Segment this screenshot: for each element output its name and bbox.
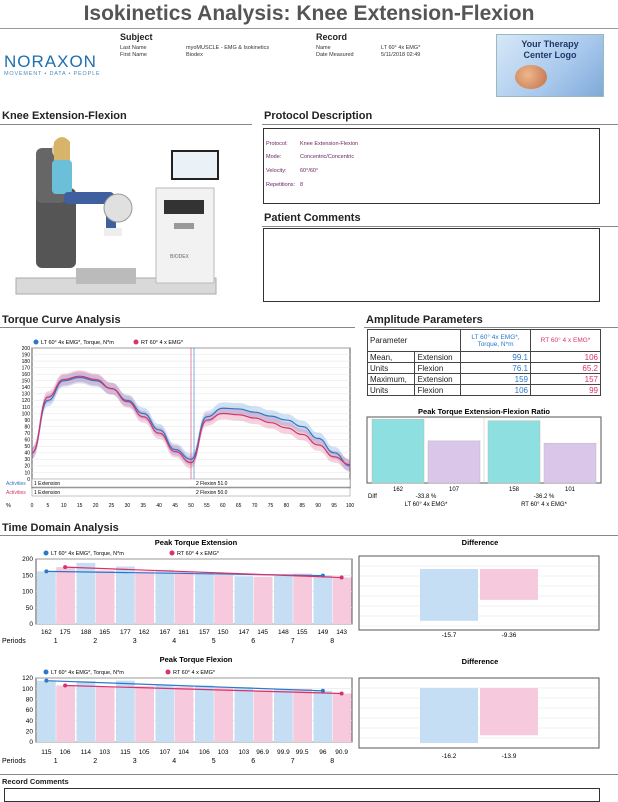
rt-trend-line-end [340, 692, 344, 696]
torque-x-tick: 20 [92, 503, 99, 509]
rt-bar [56, 567, 75, 624]
bar-value-label: 161 [178, 629, 190, 636]
protocol-box [263, 128, 600, 204]
noraxon-logo: NORAXON [4, 52, 97, 71]
protocol-section-rule [262, 124, 618, 125]
peak-y-tick: 100 [22, 685, 33, 693]
mode-label: Mode: [266, 154, 282, 160]
ratio-bar [428, 441, 480, 483]
last-name-label: Last Name [120, 45, 147, 51]
bar-value-label: 96 [319, 749, 327, 756]
period-label: 6 [251, 638, 256, 645]
lt-difference-bar [420, 688, 478, 743]
flex-difference-title: Difference [461, 657, 499, 666]
peak-flexion-chart [0, 654, 356, 774]
bar-value-label: 188 [80, 629, 92, 636]
legend-rt-label: RT 60° 4 x EMG* [141, 340, 184, 346]
flex-periods-label: Periods [2, 758, 26, 765]
torque-y-tick: 90 [24, 417, 30, 424]
lt-bar [235, 576, 254, 624]
bar-value-label: 99.9 [277, 749, 290, 756]
record-name-value: LT 60° 4x EMG* [381, 45, 421, 51]
bar-value-label: 99.5 [295, 749, 309, 756]
bar-value-label: 103 [99, 749, 111, 756]
patient-comments-box[interactable] [263, 228, 600, 302]
rt-difference-label: -13.9 [501, 753, 517, 760]
lt-bar [116, 681, 135, 742]
bar-value-label: 115 [120, 749, 131, 756]
repetitions-label: Repetitions: [266, 182, 296, 188]
velocity-value: 60°/60° [300, 168, 319, 174]
peak-extension-title: Peak Torque Extension [154, 538, 238, 547]
therapy-center-logo [496, 34, 604, 97]
bar-value-label: 167 [159, 629, 171, 636]
lt-bar [77, 681, 96, 742]
period-label: 5 [211, 758, 216, 765]
bar-value-label: 150 [217, 629, 229, 636]
lt-flexion-activity: 2 Flexion 51.0 [196, 481, 228, 487]
flex-legend-lt-dot [44, 670, 49, 675]
time-domain-section-title: Time Domain Analysis [2, 522, 119, 534]
lt-difference-label: -15.7 [441, 632, 457, 639]
lt-value: 106 [461, 385, 531, 396]
legend-rt-dot [134, 340, 139, 345]
rt-bar [333, 694, 352, 742]
velocity-label: Velocity: [266, 168, 287, 174]
rt-diff-value: -36.2 % [533, 494, 555, 500]
bar-value-label: 103 [217, 749, 229, 756]
flexion-difference-chart [358, 654, 602, 774]
lt-value: 99.1 [461, 352, 531, 363]
ratio-bar [544, 443, 596, 483]
period-label: 1 [53, 638, 58, 645]
period-label: 8 [330, 638, 335, 645]
legend-lt-label: LT 60° 4x EMG*, Torque, N*m [41, 340, 114, 346]
first-name-label: First Name [120, 52, 147, 58]
rt-bar [175, 572, 194, 624]
torque-x-tick: 55 [204, 503, 210, 509]
report-title: Isokinetics Analysis: Knee Extension-Flexion [83, 2, 535, 25]
period-label: 7 [290, 638, 295, 645]
torque-y-tick: 180 [21, 358, 30, 365]
first-name-value: Biodex [186, 52, 203, 58]
bar-value-label: 96.9 [256, 749, 269, 756]
flex-legend-rt: RT 60° 4 x EMG* [173, 670, 216, 676]
rt-flexion-activity: 2 Flexion 50.0 [196, 490, 228, 496]
rt-extension-activity: 1 Extension [34, 490, 61, 496]
ext-legend-rt-dot [170, 551, 175, 556]
period-label: 3 [132, 638, 137, 645]
lt-bar [195, 573, 214, 624]
torque-curve-chart [4, 336, 356, 514]
rt-group-label: RT 60° 4 x EMG* [521, 502, 567, 508]
torque-y-tick: 150 [21, 378, 30, 385]
period-label: 2 [93, 638, 98, 645]
torque-x-tick: 40 [156, 503, 162, 509]
torque-y-tick: 0 [27, 476, 30, 483]
bar-value-label: 143 [336, 629, 348, 636]
peak-y-tick: 50 [25, 604, 33, 612]
torque-x-tick: 50 [188, 503, 194, 509]
lt-bar [116, 566, 135, 624]
rt-bar [135, 571, 154, 624]
torque-section-rule [0, 327, 355, 328]
torque-y-tick: 100 [21, 411, 30, 418]
bar-value-label: 175 [59, 629, 71, 636]
peak-y-tick: 20 [25, 728, 33, 736]
torque-y-tick: 20 [24, 463, 30, 470]
rt-difference-bar [480, 688, 538, 735]
amplitude-section-title: Amplitude Parameters [366, 314, 483, 326]
bar-value-label: 107 [159, 749, 171, 756]
lt-trend-line-start [44, 569, 48, 573]
bar-value-label: 155 [296, 629, 308, 636]
ratio-bar-label: 107 [448, 487, 460, 493]
lt-trend-line-end [321, 689, 325, 693]
bar-value-label: 145 [257, 629, 269, 636]
ext-periods-label: Periods [2, 638, 26, 645]
torque-y-tick: 190 [21, 352, 30, 359]
date-value: 5/11/2018 02:49 [381, 52, 421, 58]
torque-x-tick: 25 [108, 503, 115, 509]
rt-bar [333, 578, 352, 624]
knee-section-rule [0, 124, 252, 125]
ratio-bar-label: 162 [392, 487, 404, 493]
torque-x-tick: 15 [76, 503, 83, 509]
torque-x-tick: 5 [46, 503, 50, 509]
bar-value-label: 148 [277, 629, 289, 636]
bar-value-label: 106 [198, 749, 210, 756]
ext-difference-title: Difference [461, 538, 499, 547]
rt-bar [56, 685, 75, 742]
ratio-chart-title: Peak Torque Extension-Flexion Ratio [418, 407, 550, 416]
rt-trend-line-start [63, 683, 67, 687]
rt-difference-label: -9.36 [501, 632, 517, 639]
header-divider [0, 28, 618, 29]
period-label: 5 [211, 638, 216, 645]
mode-value: Concentric/Concentric [300, 154, 355, 160]
torque-y-tick: 160 [21, 372, 30, 378]
peak-y-tick: 200 [22, 556, 33, 564]
lt-bar [156, 570, 175, 624]
torque-x-tick: 85 [299, 503, 306, 509]
peak-y-tick: 100 [22, 588, 33, 596]
knee-graphic-icon [515, 65, 547, 89]
protocol-label: Protocol: [266, 141, 288, 147]
param-name: Units [368, 385, 415, 396]
rt-bar [135, 686, 154, 742]
noraxon-tagline: MOVEMENT • DATA • PEOPLE [4, 71, 101, 77]
lt-column-header: LT 60° 4x EMG*, Torque, N*m [461, 330, 531, 352]
lt-value: 76.1 [461, 363, 531, 374]
param-phase: Flexion [415, 385, 461, 396]
extension-difference-chart [358, 537, 602, 653]
lt-bar [314, 691, 333, 742]
period-label: 6 [251, 758, 256, 765]
x-unit-label: % [6, 503, 11, 509]
torque-y-tick: 70 [24, 430, 30, 437]
param-name: Mean, [368, 352, 415, 363]
device-brand-label: BIODEX [170, 254, 189, 260]
amplitude-section-rule [364, 327, 618, 328]
bar-value-label: 103 [238, 749, 250, 756]
record-name-label: Name [316, 45, 331, 51]
period-label: 2 [93, 758, 98, 765]
torque-x-tick: 95 [331, 503, 337, 509]
rt-value: 99 [531, 385, 601, 396]
rt-value: 157 [531, 374, 601, 385]
rt-bar [254, 577, 273, 624]
lt-bar [37, 571, 56, 624]
record-comments-title: Record Comments [2, 777, 69, 786]
period-label: 4 [172, 638, 177, 645]
ext-legend-rt: RT 60° 4 x EMG* [177, 551, 220, 557]
torque-y-tick: 170 [21, 365, 30, 372]
comments-section-title: Patient Comments [264, 212, 361, 224]
bar-value-label: 105 [138, 749, 150, 756]
knee-section-title: Knee Extension-Flexion [2, 110, 127, 122]
protocol-section-title: Protocol Description [264, 110, 373, 122]
torque-x-tick: 10 [61, 503, 67, 509]
parameter-header: Parameter [368, 330, 461, 352]
bar-value-label: 177 [119, 629, 131, 636]
param-phase: Extension [415, 352, 461, 363]
torque-y-tick: 110 [22, 404, 30, 411]
period-label: 1 [53, 758, 58, 765]
lt-difference-label: -16.2 [441, 753, 457, 760]
rt-trend-line-end [340, 576, 344, 580]
param-name: Maximum, [368, 374, 415, 385]
torque-y-tick: 130 [21, 391, 30, 398]
rt-bar [293, 574, 312, 624]
ratio-bar [372, 419, 424, 483]
lt-bar [314, 576, 333, 624]
lt-activities-label: Activities [6, 481, 26, 487]
peak-y-tick: 120 [22, 675, 33, 683]
torque-y-tick: 10 [24, 470, 30, 477]
rt-column-header: RT 60° 4 x EMG* [531, 330, 601, 352]
bar-value-label: 162 [138, 629, 150, 636]
rt-bar [293, 689, 312, 742]
bar-value-label: 165 [99, 629, 111, 636]
ratio-bar [488, 421, 540, 483]
bar-value-label: 147 [238, 629, 250, 636]
torque-x-tick: 0 [30, 503, 34, 509]
bar-value-label: 114 [80, 749, 92, 756]
torque-x-tick: 90 [315, 503, 321, 509]
torque-x-tick: 70 [251, 503, 258, 509]
bar-value-label: 104 [178, 749, 190, 756]
peak-y-tick: 0 [29, 739, 33, 747]
therapy-logo-text: Your Therapy Center Logo [521, 39, 579, 60]
lt-bar [274, 689, 293, 742]
ext-legend-lt: LT 60° 4x EMG*, Torque, N*m [51, 551, 124, 557]
torque-x-tick: 100 [345, 503, 355, 509]
torque-x-tick: 35 [140, 503, 147, 509]
ext-legend-lt-dot [44, 551, 49, 556]
time-domain-section-rule [0, 535, 618, 536]
diff-label: Diff [368, 494, 377, 500]
peak-y-tick: 80 [25, 696, 33, 704]
legend-lt-dot [34, 340, 39, 345]
peak-y-tick: 150 [22, 572, 33, 580]
last-name-value: myoMUSCLE - EMG & Isokinetics [186, 45, 270, 51]
peak-y-tick: 40 [25, 717, 33, 725]
torque-y-tick: 30 [24, 457, 30, 464]
rt-value: 106 [531, 352, 601, 363]
rt-trend-line-start [63, 565, 67, 569]
repetitions-value: 8 [300, 182, 304, 188]
torque-x-tick: 60 [220, 503, 226, 509]
rt-bar [96, 687, 115, 742]
lt-bar [195, 685, 214, 742]
peak-flexion-title: Peak Torque Flexion [159, 655, 233, 664]
torque-x-tick: 80 [283, 503, 290, 509]
torque-y-tick: 40 [24, 450, 30, 457]
lt-value: 159 [461, 374, 531, 385]
amplitude-table [367, 329, 601, 396]
torque-y-tick: 60 [24, 437, 30, 444]
device-photo [6, 128, 252, 304]
param-phase: Extension [415, 374, 461, 385]
flex-legend-lt: LT 60° 4x EMG*, Torque, N*m [51, 670, 124, 676]
torque-x-tick: 45 [172, 503, 178, 509]
rt-bar [214, 687, 233, 742]
lt-trend-line-start [44, 679, 48, 683]
bar-value-label: 149 [317, 629, 329, 636]
torque-y-tick: 140 [21, 385, 30, 392]
lt-diff-value: -33.8 % [415, 494, 437, 500]
peak-extension-chart [0, 537, 356, 653]
record-comments-rule [0, 774, 618, 775]
lt-difference-bar [420, 569, 478, 621]
torque-y-tick: 120 [21, 398, 30, 405]
rt-bar [254, 690, 273, 742]
lt-bar [235, 687, 254, 742]
bar-value-label: 157 [198, 629, 210, 636]
ratio-bar-label: 158 [508, 487, 520, 493]
torque-x-tick: 75 [267, 503, 274, 509]
param-name: Units [368, 363, 415, 374]
torque-y-tick: 80 [24, 424, 30, 431]
lt-bar [37, 681, 56, 742]
ratio-bar-label: 101 [564, 487, 576, 493]
lt-bar [156, 685, 175, 742]
torque-y-tick: 50 [24, 444, 30, 451]
lt-extension-activity: 1 Extension [34, 481, 61, 487]
peak-y-tick: 0 [29, 621, 33, 629]
ratio-chart [366, 402, 602, 512]
date-label: Date Measured [316, 52, 354, 58]
torque-x-tick: 30 [124, 503, 131, 509]
period-label: 7 [290, 758, 295, 765]
param-phase: Flexion [415, 363, 461, 374]
rt-difference-bar [480, 569, 538, 600]
bar-value-label: 115 [41, 749, 52, 756]
rt-bar [96, 570, 115, 624]
lt-bar [274, 576, 293, 624]
bar-value-label: 106 [59, 749, 71, 756]
torque-section-title: Torque Curve Analysis [2, 314, 121, 326]
period-label: 8 [330, 758, 335, 765]
lt-group-label: LT 60° 4x EMG* [404, 502, 448, 508]
comments-section-rule [262, 226, 618, 227]
device-photo-drawing [6, 128, 252, 304]
subject-heading: Subject [120, 32, 153, 42]
protocol-value: Knee Extension-Flexion [300, 141, 359, 147]
torque-y-tick: 200 [21, 345, 30, 352]
period-label: 4 [172, 758, 177, 765]
record-heading: Record [316, 32, 348, 42]
torque-x-tick: 65 [235, 503, 242, 509]
rt-value: 65.2 [531, 363, 601, 374]
flex-legend-rt-dot [166, 670, 171, 675]
bar-value-label: 162 [40, 629, 52, 636]
peak-y-tick: 60 [25, 707, 33, 715]
rt-activities-label: Activities [6, 490, 26, 496]
period-label: 3 [132, 758, 137, 765]
bar-value-label: 90.9 [335, 749, 348, 756]
rt-bar [214, 575, 233, 624]
rt-bar [175, 687, 194, 742]
